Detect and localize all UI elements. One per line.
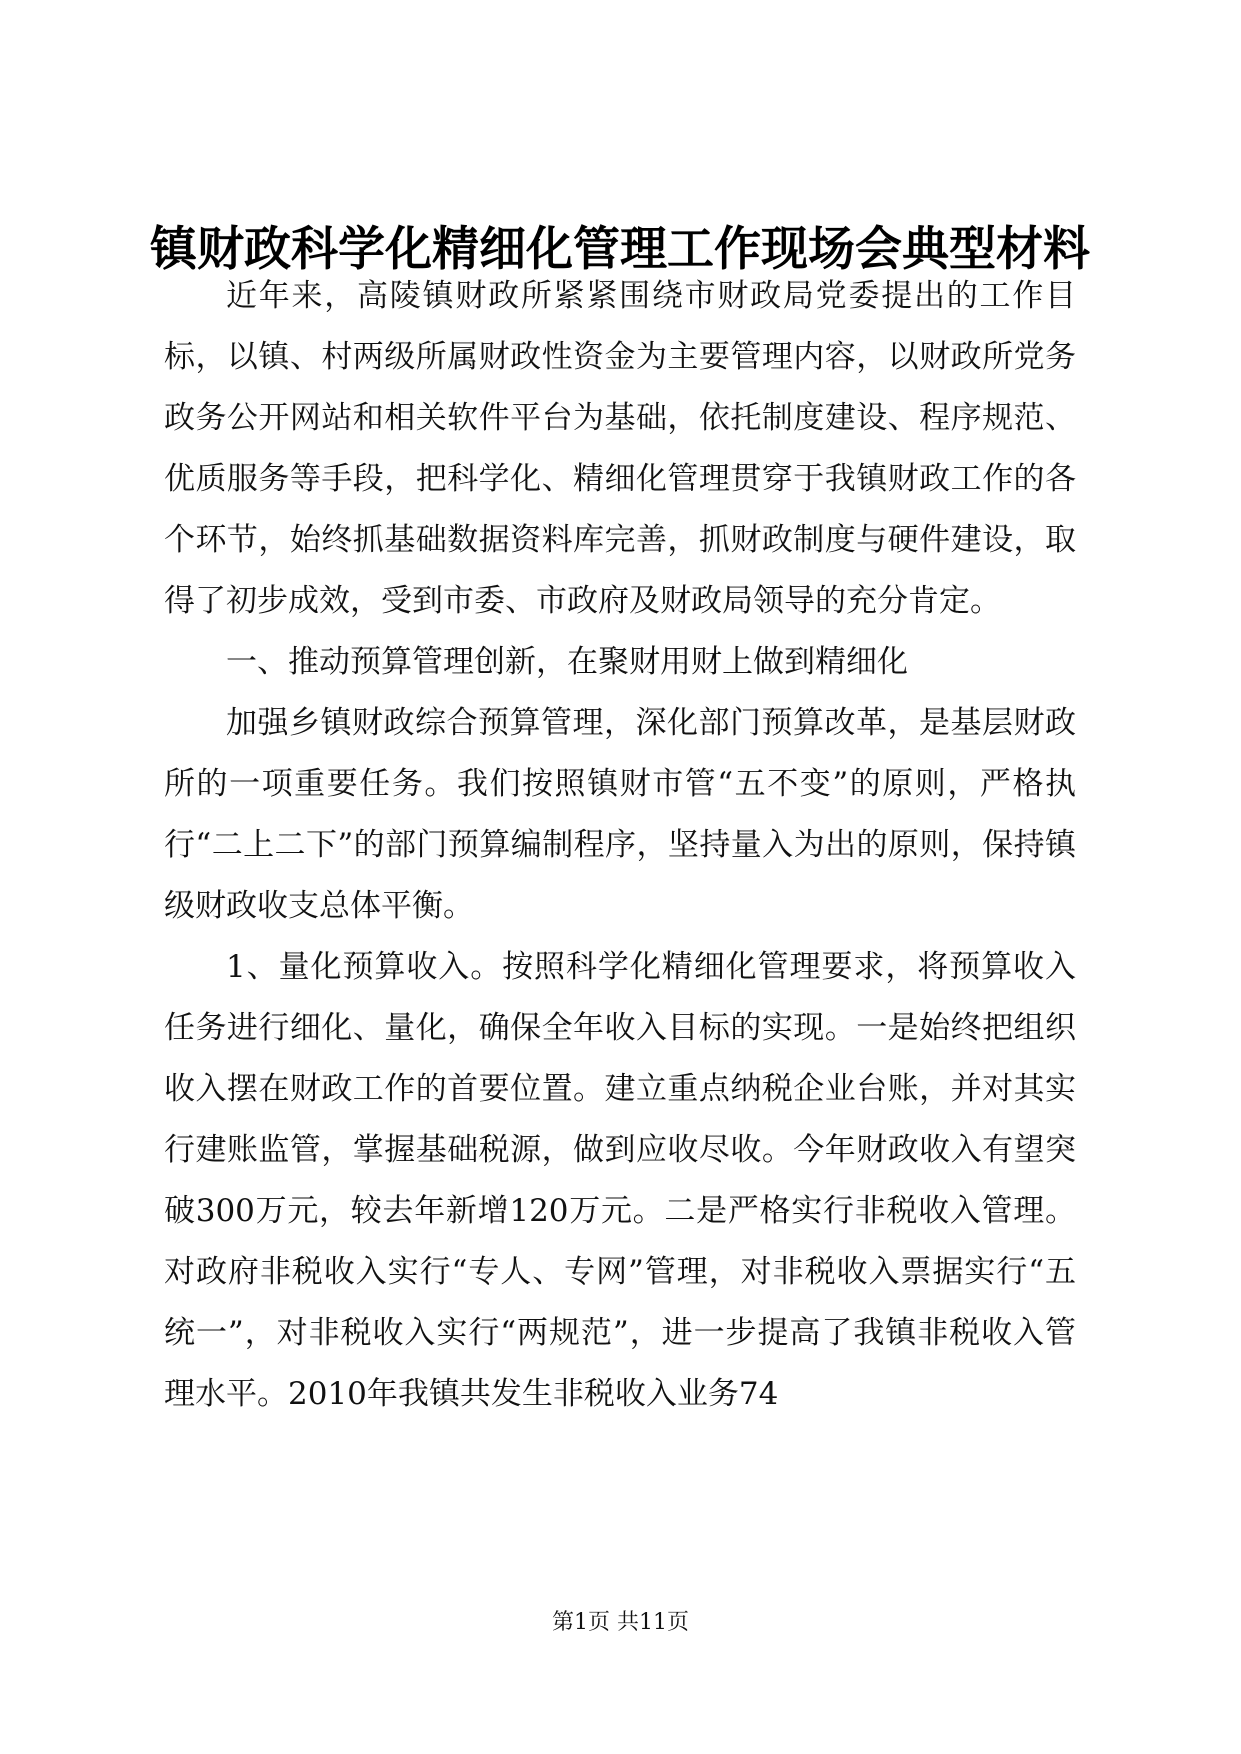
document-body [164, 266, 1076, 1425]
document-title: 镇财政科学化精细化管理工作现场会典型材料 [150, 222, 1090, 277]
paragraph-quantify-revenue: 1、量化预算收入。按照科学化精细化管理要求，将预算收入任务进行细化、量化，确保全年收入目标的实现。一是始终把组织收入摆在财政工作的首要位置。建立重点纳税企业台账，并对其实行建账监管，掌握基础税源，做到应收尽收。今年财政收入有望突破300万元，较去年新增120万元。二是严格实行非税收入管理。对政府非税收入实行“专人、专网”管理，对非税收入票据实行“五统一”，对非税收入实行“两规范”，进一步提高了我镇非税收入管理水平。2010年我镇共发生非税收入业务74 [164, 949, 1076, 1412]
paragraph-budget-reform: 加强乡镇财政综合预算管理，深化部门预算改革，是基层财政所的一项重要任务。我们按照镇财市管“五不变”的原则，严格执行“二上二下”的部门预算编制程序，坚持量入为出的原则，保持镇级财政收支总体平衡。 [164, 705, 1076, 924]
paragraph-intro: 近年来，高陵镇财政所紧紧围绕市财政局党委提出的工作目标，以镇、村两级所属财政性资金为主要管理内容，以财政所党务政务公开网站和相关软件平台为基础，依托制度建设、程序规范、优质服务等手段，把科学化、精细化管理贯穿于我镇财政工作的各个环节，始终抓基础数据资料库完善，抓财政制度与硬件建设，取得了初步成效，受到市委、市政府及财政局领导的充分肯定。 [164, 278, 1076, 619]
section-heading-1: 一、推动预算管理创新，在聚财用财上做到精细化 [226, 644, 908, 680]
page-number-footer: 第1页 共11页 [552, 1610, 689, 1635]
